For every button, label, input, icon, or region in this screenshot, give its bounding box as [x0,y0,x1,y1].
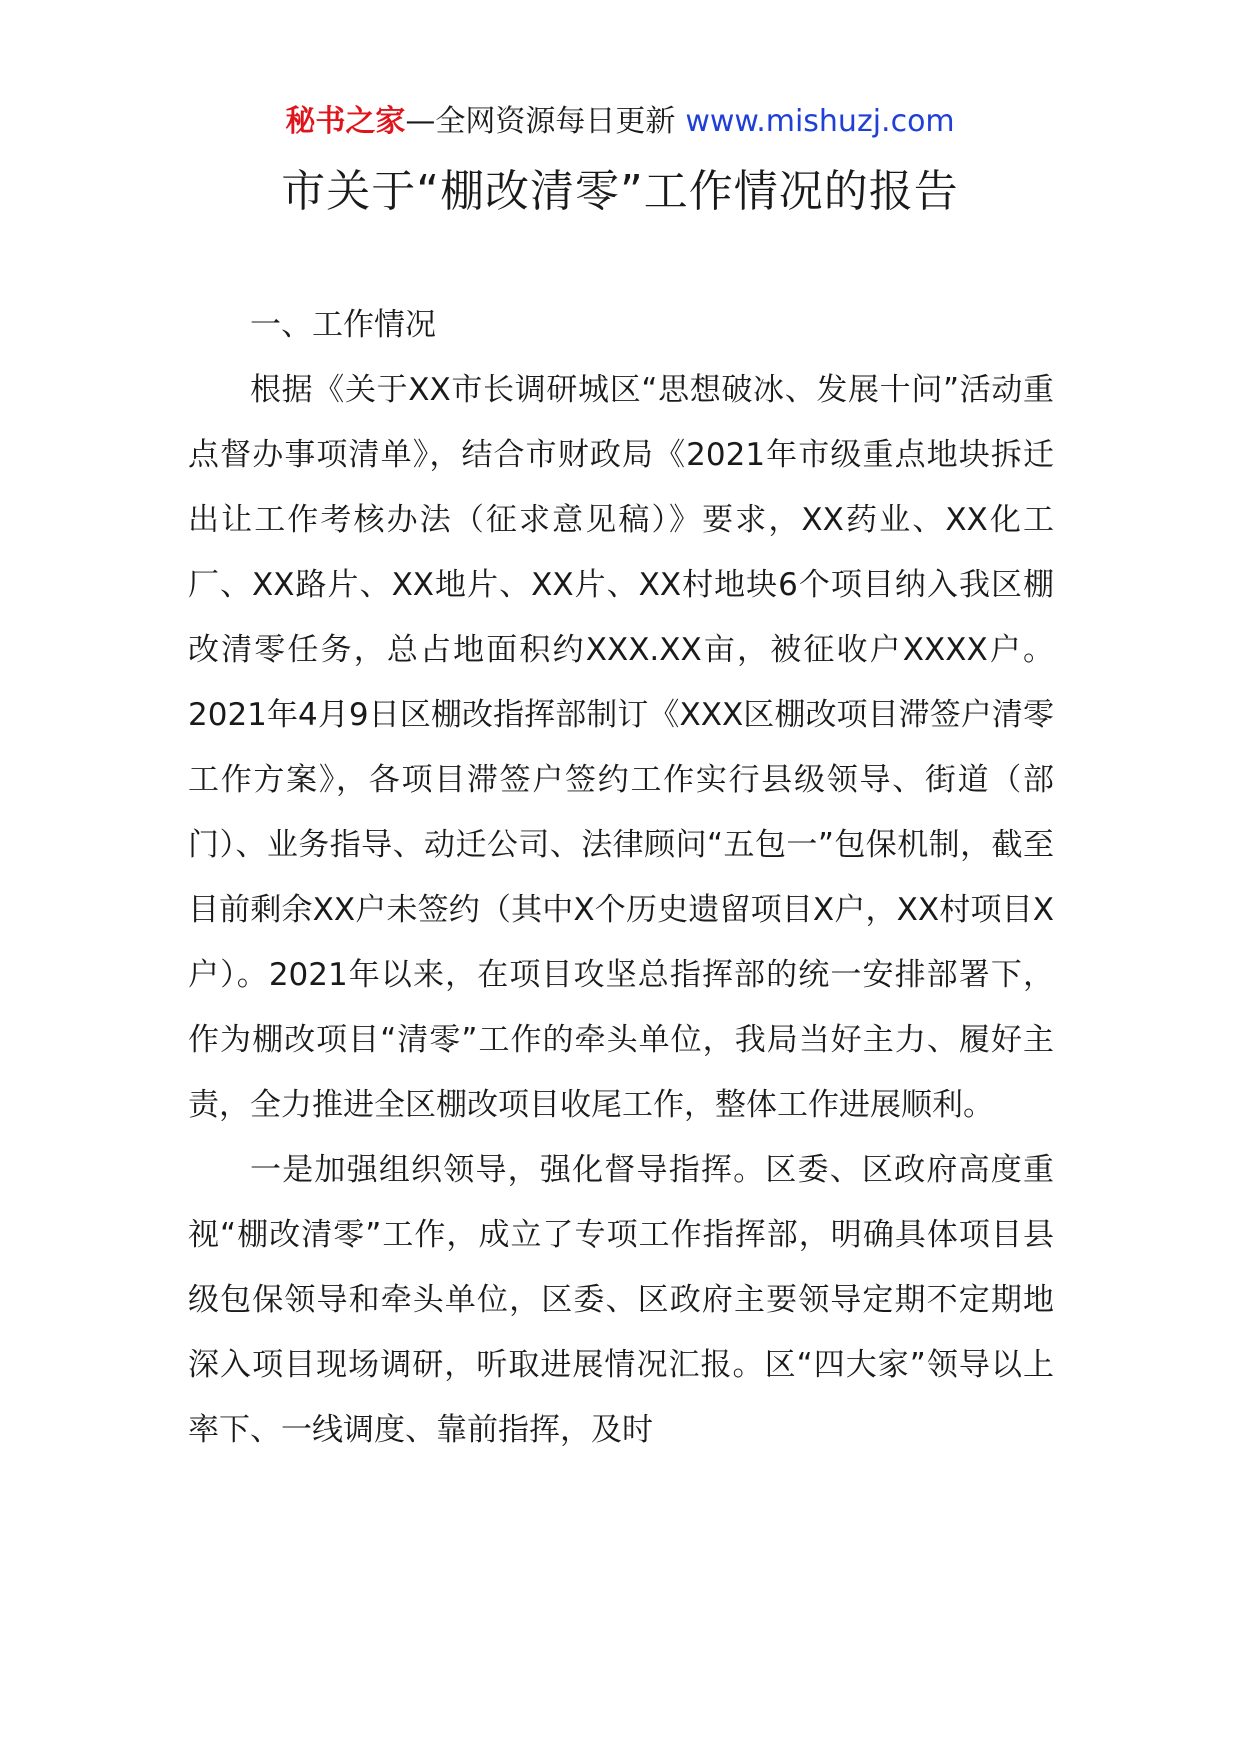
brand-slogan: —全网资源每日更新 [405,104,676,139]
brand-name: 秘书之家 [285,104,406,139]
body-paragraph: 根据《关于XX市长调研城区“思想破冰、发展十问”活动重点督办事项清单》，结合市财政局《2021年市级重点地块拆迁出让工作考核办法（征求意见稿）》要求，XX药业、XX化工厂、XX路片、XX地片、XX片、XX村地块6个项目纳入我区棚改清零任务，总占地面积约XXX.XX亩，被征收户XXXX户。2021年4月9日区棚改指挥部制订《XXX区棚改项目滞签户清零工作方案》，各项目滞签户签约工作实行县级领导、街道（部门）、业务指导、动迁公司、法律顾问“五包一”包保机制，截至目前剩余XX户未签约（其中X个历史遗留项目X户，XX村项目X户）。2021年以来，在项目攻坚总指挥部的统一安排部署下，作为棚改项目“清零”工作的牵头单位，我局当好主力、履好主责，全力推进全区棚改项目收尾工作，整体工作进展顺利。 [188,372,1054,1123]
site-watermark-header [0,102,1240,142]
section-heading-work-status: 一、工作情况 [250,307,436,343]
document-body [188,293,1054,1463]
site-url-link[interactable]: www.mishuzj.com [685,104,955,139]
document-title: 市关于“棚改清零”工作情况的报告 [281,166,959,217]
body-paragraph: 一是加强组织领导，强化督导指挥。区委、区政府高度重视“棚改清零”工作，成立了专项工作指挥部，明确具体项目县级包保领导和牵头单位，区委、区政府主要领导定期不定期地深入项目现场调研，听取进展情况汇报。区“四大家”领导以上率下、一线调度、靠前指挥，及时 [188,1152,1054,1448]
